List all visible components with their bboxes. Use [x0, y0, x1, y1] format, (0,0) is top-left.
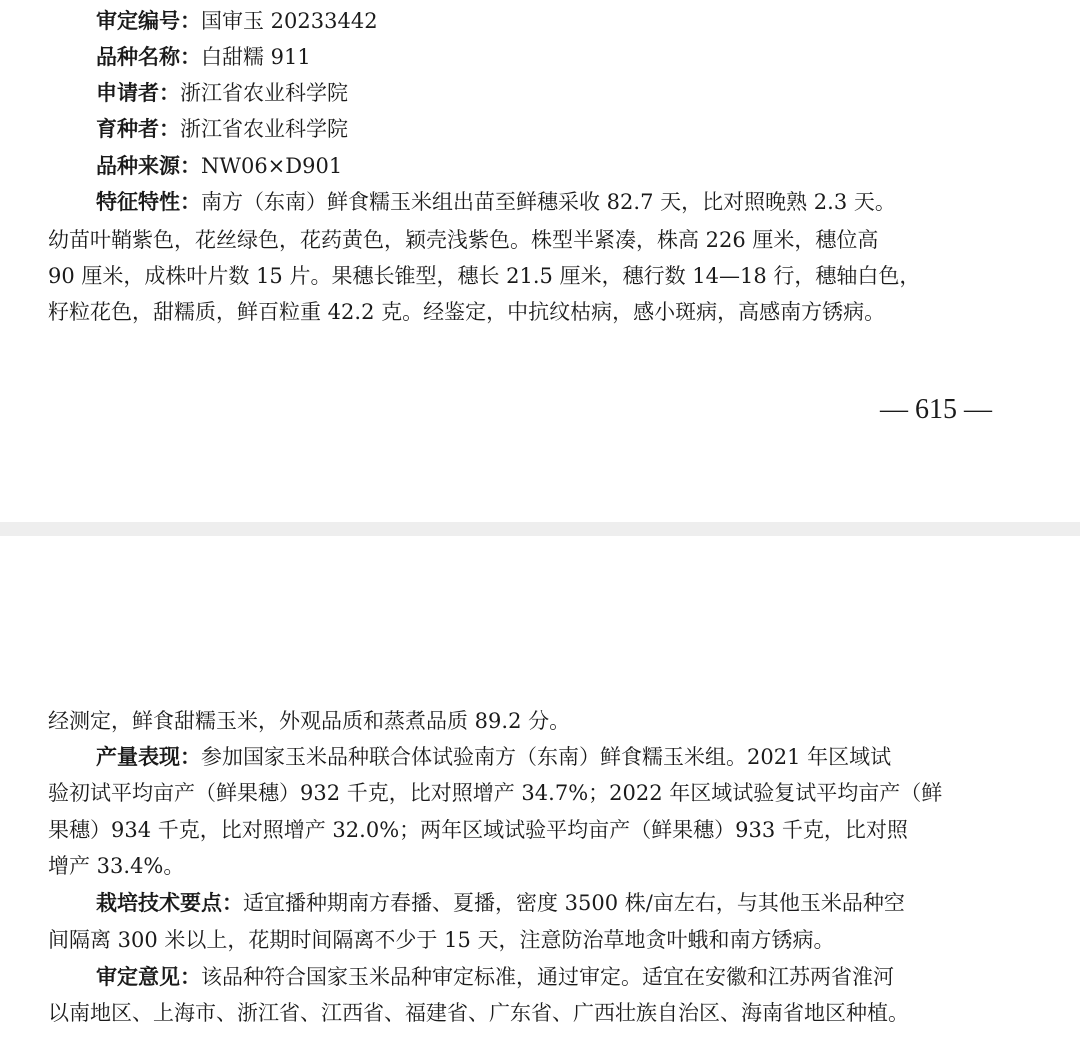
characteristics-label: 特征特性： — [96, 190, 201, 214]
characteristics-line-2: 幼苗叶鞘紫色，花丝绿色，花药黄色，颖壳浅紫色。株型半紧凑，株高 226 厘米，穗位高 — [48, 228, 879, 252]
cultivation-text: 适宜播种期南方春播、夏播，密度 3500 株/亩左右，与其他玉米品种空 — [243, 891, 905, 915]
characteristics-text: 南方（东南）鲜食糯玉米组出苗至鲜穗采收 82.7 天，比对照晚熟 2.3 天。 — [201, 190, 896, 214]
variety-source-value: NW06×D901 — [201, 154, 343, 178]
cultivation-line-1 — [96, 885, 905, 921]
characteristics-line-3: 90 厘米，成株叶片数 15 片。果穗长锥型，穗长 21.5 厘米，穗行数 14—18 行，穗轴白色， — [48, 264, 921, 288]
approval-number-value: 国审玉 20233442 — [201, 9, 378, 33]
quality-continuation-line: 经测定，鲜食甜糯玉米，外观品质和蒸煮品质 89.2 分。 — [48, 709, 571, 733]
yield-line-2: 验初试平均亩产（鲜果穗）932 千克，比对照增产 34.7%；2022 年区域试验复试平均亩产（鲜 — [48, 781, 943, 805]
variety-name-value: 白甜糯 911 — [201, 45, 311, 69]
document-page-top — [0, 0, 1080, 522]
yield-line-3: 果穗）934 千克，比对照增产 32.0%；两年区域试验平均亩产（鲜果穗）933 千克，比对照 — [48, 818, 908, 842]
applicant-line — [96, 75, 348, 111]
page-separator — [0, 522, 1080, 536]
breeder-label: 育种者： — [96, 117, 180, 141]
yield-line-1 — [96, 739, 891, 775]
characteristics-line-1 — [96, 184, 896, 220]
breeder-value: 浙江省农业科学院 — [180, 117, 348, 141]
cultivation-line-2: 间隔离 300 米以上，花期时间隔离不少于 15 天，注意防治草地贪叶蛾和南方锈病。 — [48, 928, 835, 952]
opinion-label: 审定意见： — [96, 965, 201, 989]
breeder-line — [96, 111, 348, 147]
cultivation-label: 栽培技术要点： — [96, 891, 243, 915]
document-page-bottom — [0, 536, 1080, 1053]
characteristics-line-4: 籽粒花色，甜糯质，鲜百粒重 42.2 克。经鉴定，中抗纹枯病，感小斑病，高感南方锈病。 — [48, 300, 886, 324]
variety-source-line — [96, 148, 342, 184]
opinion-text: 该品种符合国家玉米品种审定标准，通过审定。适宜在安徽和江苏两省淮河 — [201, 965, 894, 989]
applicant-label: 申请者： — [96, 81, 180, 105]
applicant-value: 浙江省农业科学院 — [180, 81, 348, 105]
yield-label: 产量表现： — [96, 745, 201, 769]
variety-name-line — [96, 39, 311, 75]
variety-source-label: 品种来源： — [96, 154, 201, 178]
approval-number-line — [96, 3, 378, 39]
opinion-line-2: 以南地区、上海市、浙江省、江西省、福建省、广东省、广西壮族自治区、海南省地区种植。 — [48, 1001, 909, 1025]
yield-text: 参加国家玉米品种联合体试验南方（东南）鲜食糯玉米组。2021 年区域试 — [201, 745, 892, 769]
page-number: — 615 — — [880, 394, 992, 425]
yield-line-4: 增产 33.4%。 — [48, 854, 185, 878]
approval-number-label: 审定编号： — [96, 9, 201, 33]
variety-name-label: 品种名称： — [96, 45, 201, 69]
opinion-line-1 — [96, 959, 894, 995]
